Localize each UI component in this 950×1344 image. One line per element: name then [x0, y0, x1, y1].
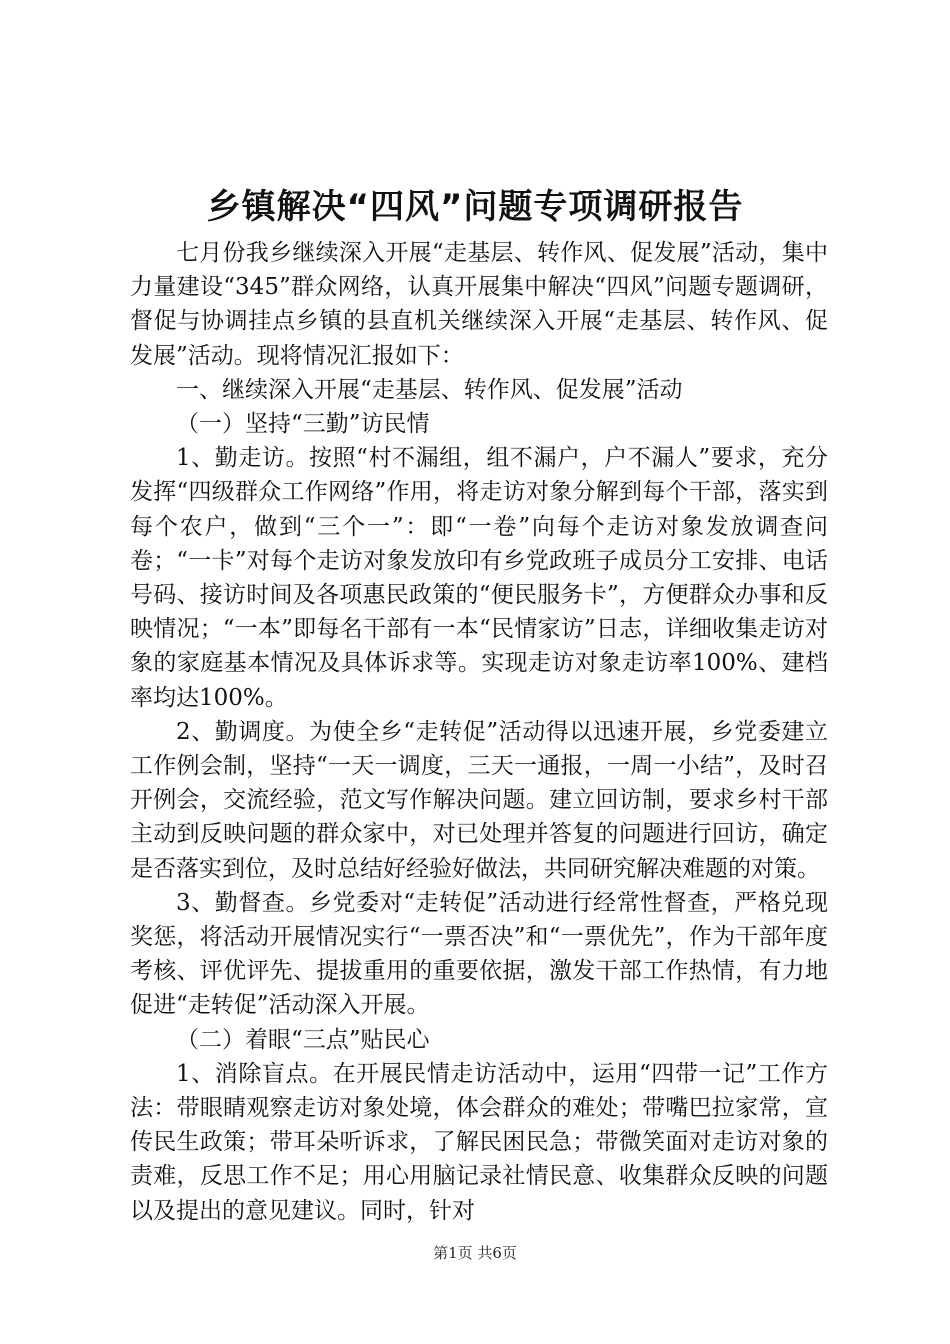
subsection-heading-2: （二）着眼“三点”贴民心 [176, 1026, 430, 1053]
paragraph-intro: 七月份我乡继续深入开展“走基层、转作风、促发展”活动，集中力量建设“345”群众网络，认真开展集中解决“四风”问题专题调研，督促与协调挂点乡镇的县直机关继续深入开展“走基层、转作风、促发展”活动。现将情况汇报如下： [130, 240, 828, 369]
section-heading-1: 一、继续深入开展“走基层、转作风、促发展”活动 [176, 376, 683, 403]
paragraph-inspection: 3、勤督查。乡党委对“走转促”活动进行经常性督查，严格兑现奖惩，将活动开展情况实行“一票否决”和“一票优先”，作为干部年度考核、评优评先、提拔重用的重要依据，激发干部工作热情，有力地促进“走转促”活动深入开展。 [130, 889, 828, 1019]
paragraph-dispatch: 2、勤调度。为使全乡“走转促”活动得以迅速开展，乡党委建立工作例会制，坚持“一天一调度，三天一通报，一周一小结”，及时召开例会，交流经验，范文写作解决问题。建立回访制，要求乡村干部主动到反映问题的群众家中，对已处理并答复的问题进行回访，确定是否落实到位，及时总结好经验好做法，共同研究解决难题的对策。 [130, 718, 828, 882]
document-title: 乡镇解决“四风”问题专项调研报告 [206, 187, 744, 227]
document-body [130, 236, 828, 1228]
subsection-heading-1: （一）坚持“三勤”访民情 [176, 411, 430, 438]
paragraph-visit: 1、勤走访。按照“村不漏组，组不漏户，户不漏人”要求，充分发挥“四级群众工作网络”作用，将走访对象分解到每个干部，落实到每个农户，做到“三个一”：即“一卷”向每个走访对象发放调查问卷；“一卡”对每个走访对象发放印有乡党政班子成员分工安排、电话号码、接访时间及各项惠民政策的“便民服务卡”，方便群众办事和反映情况；“一本”即每名干部有一本“民情家访”日志，详细收集走访对象的家庭基本情况及具体诉求等。实现走访对象走访率100%、建档率均达100%。 [130, 445, 828, 711]
page-footer: 第1页 共6页 [433, 1244, 517, 1262]
paragraph-blind-spots: 1、消除盲点。在开展民情走访活动中，运用“四带一记”工作方法：带眼睛观察走访对象处境，体会群众的难处；带嘴巴拉家常，宣传民生政策；带耳朵听诉求，了解民困民急；带微笑面对走访对象的责难，反思工作不足；用心用脑记录社情民意、收集群众反映的问题以及提出的意见建议。同时，针对 [130, 1060, 828, 1224]
